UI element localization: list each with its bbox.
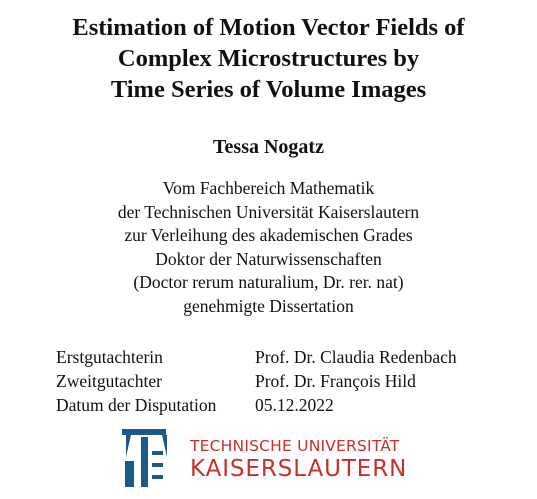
logo-line-university: TECHNISCHE UNIVERSITÄT: [190, 437, 400, 455]
defense-date-value: 05.12.2022: [255, 395, 334, 415]
statement-line: der Technischen Universität Kaiserslautern: [117, 201, 420, 222]
logo-line-city: KAISERSLAUTERN: [190, 456, 408, 482]
logo-wordmark: [190, 437, 407, 483]
referees-table: [56, 345, 457, 417]
dissertation-statement: [0, 177, 537, 319]
tu-kaiserslautern-logo-icon: [118, 427, 180, 489]
referee-value: Prof. Dr. Claudia Redenbach: [255, 347, 457, 367]
statement-line: (Doctor rerum naturalium, Dr. rer. nat): [133, 272, 404, 293]
referee-value: Prof. Dr. François Hild: [255, 371, 416, 391]
title-line: Complex Microstructures by: [117, 45, 420, 72]
university-logo: [118, 427, 428, 489]
statement-line: genehmigte Dissertation: [183, 295, 354, 316]
referee-row: [56, 345, 457, 369]
defense-date-label: Datum der Disputation: [56, 395, 217, 415]
title-line: Time Series of Volume Images: [110, 76, 427, 103]
referee-label: Erstgutachterin: [56, 347, 163, 367]
thesis-title: [0, 12, 537, 105]
referee-row: [56, 393, 457, 417]
referee-row: [56, 369, 457, 393]
statement-line: Doktor der Naturwissenschaften: [155, 248, 382, 269]
author-name: Tessa Nogatz: [213, 136, 324, 158]
statement-line: zur Verleihung des akademischen Grades: [124, 225, 413, 246]
title-line: Estimation of Motion Vector Fields of: [72, 14, 465, 41]
referee-label: Zweitgutachter: [56, 371, 162, 391]
statement-line: Vom Fachbereich Mathematik: [162, 178, 375, 198]
